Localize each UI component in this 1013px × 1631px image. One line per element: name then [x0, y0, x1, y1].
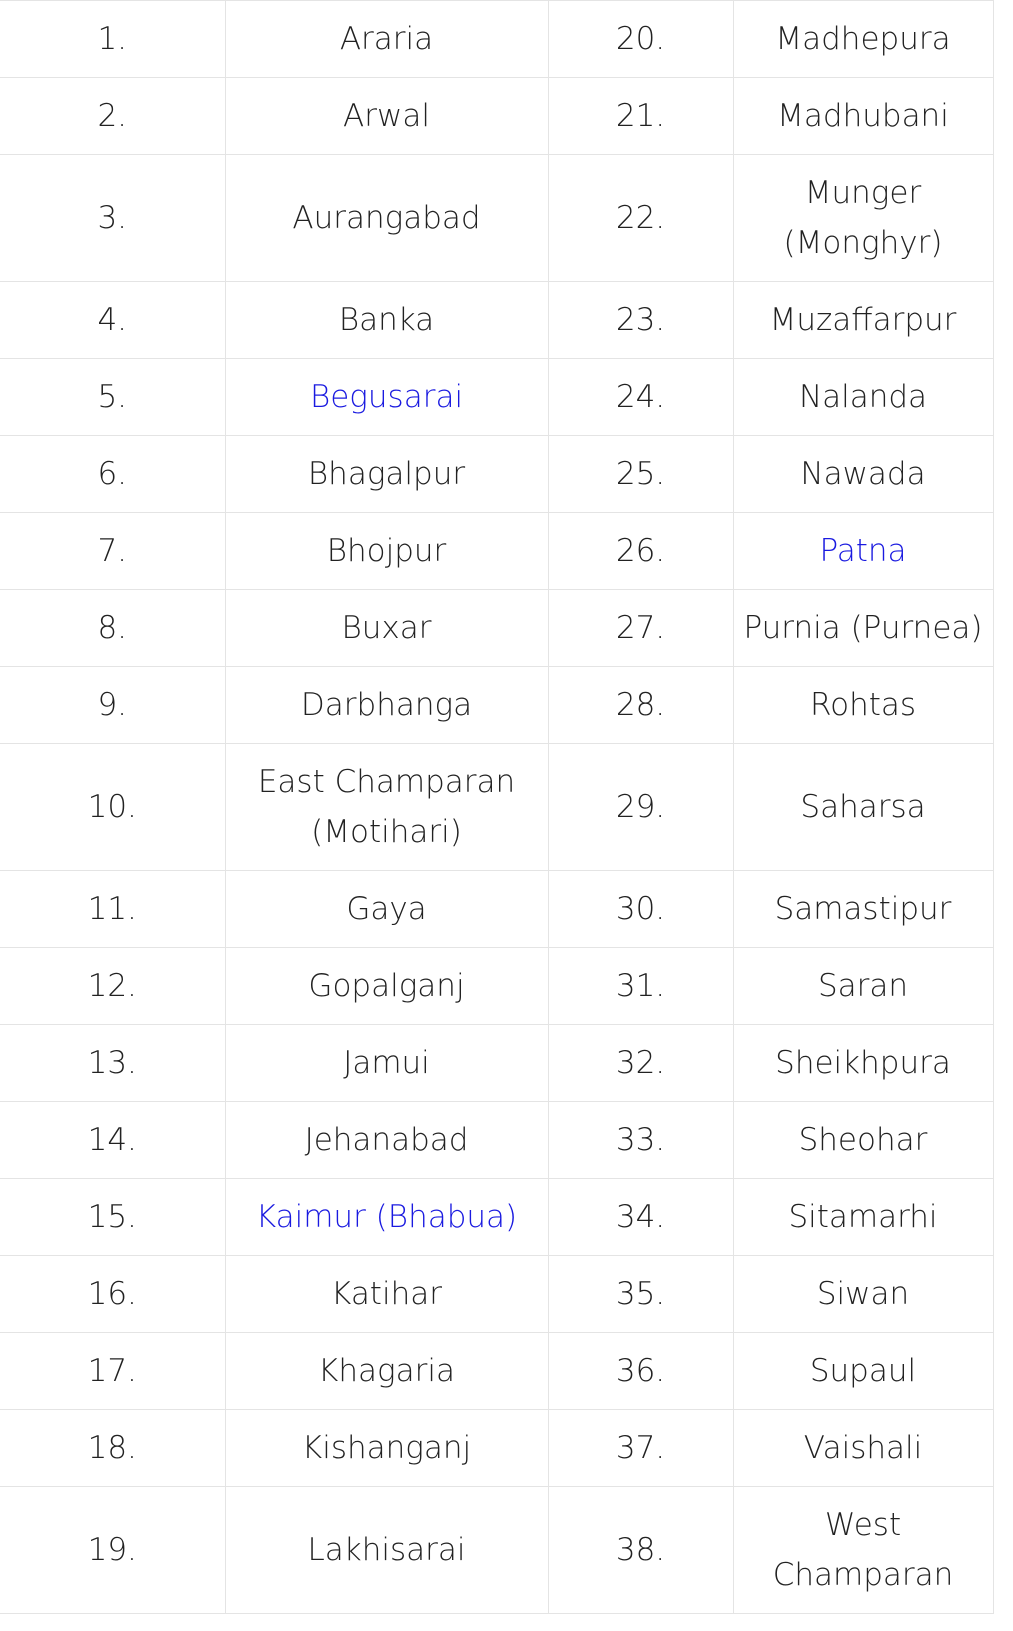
- district-name-left: Jehanabad: [304, 1122, 469, 1158]
- serial-number-left: 17.: [87, 1353, 137, 1389]
- district-name-left: Gaya: [346, 891, 427, 927]
- serial-number-right: 34.: [615, 1199, 666, 1235]
- district-name-left: Gopalganj: [308, 968, 465, 1004]
- serial-number-right: 30.: [615, 891, 666, 927]
- table-row: [0, 1333, 993, 1410]
- serial-number-left: 5.: [97, 379, 128, 415]
- serial-number-right: 22.: [615, 200, 666, 236]
- district-name-right-cell: [733, 1410, 993, 1487]
- district-name-left-cell: [225, 155, 548, 282]
- serial-number-left: 15.: [87, 1199, 137, 1235]
- district-name-left-cell: [225, 1179, 548, 1256]
- district-name-right-cell: [733, 1487, 993, 1614]
- district-name-left-cell: [225, 1410, 548, 1487]
- serial-number-right-cell: [548, 1102, 733, 1179]
- district-name-right-cell: [733, 590, 993, 667]
- district-name-right-cell: [733, 948, 993, 1025]
- district-link[interactable]: Kaimur (Bhabua): [255, 1199, 518, 1235]
- serial-number-left: 1.: [97, 21, 128, 57]
- table-row: [0, 590, 993, 667]
- serial-number-right: 20.: [615, 21, 666, 57]
- district-name-right: Sheikhpura: [775, 1045, 951, 1081]
- district-name-left: East Champaran (Motihari): [257, 764, 516, 850]
- district-name-right-cell: [733, 667, 993, 744]
- district-name-right-cell: [733, 1, 993, 78]
- table-row: [0, 155, 993, 282]
- serial-number-right-cell: [548, 590, 733, 667]
- district-name-left-cell: [225, 1102, 548, 1179]
- district-name-right: Siwan: [816, 1276, 910, 1312]
- district-name-left-cell: [225, 513, 548, 590]
- table-row: [0, 513, 993, 590]
- district-name-right: Purnia (Purnea): [743, 610, 983, 646]
- serial-number-left: 12.: [87, 968, 137, 1004]
- serial-number-left: 2.: [97, 98, 128, 134]
- table-row: [0, 667, 993, 744]
- table-row: [0, 1410, 993, 1487]
- district-name-left: Bhagalpur: [307, 456, 466, 492]
- serial-number-right: 37.: [615, 1430, 666, 1466]
- district-name-right: Sheohar: [798, 1122, 928, 1158]
- district-name-left-cell: [225, 1025, 548, 1102]
- district-name-left-cell: [225, 1, 548, 78]
- serial-number-left-cell: [0, 1, 225, 78]
- district-name-right: Rohtas: [809, 687, 917, 723]
- table-row: [0, 744, 993, 871]
- district-name-left: Lakhisarai: [307, 1532, 466, 1568]
- table-row: [0, 1102, 993, 1179]
- district-name-left: Arwal: [343, 98, 430, 134]
- serial-number-left-cell: [0, 744, 225, 871]
- serial-number-left: 7.: [97, 533, 128, 569]
- district-name-left: Darbhanga: [300, 687, 473, 723]
- serial-number-right-cell: [548, 1025, 733, 1102]
- district-name-left: Bhojpur: [326, 533, 447, 569]
- serial-number-right-cell: [548, 1179, 733, 1256]
- district-name-left-cell: [225, 667, 548, 744]
- district-name-left-cell: [225, 871, 548, 948]
- serial-number-left-cell: [0, 948, 225, 1025]
- district-name-right: Saran: [817, 968, 909, 1004]
- table-row: [0, 1487, 993, 1614]
- serial-number-left-cell: [0, 1025, 225, 1102]
- serial-number-left: 14.: [87, 1122, 137, 1158]
- district-name-right: Samastipur: [774, 891, 952, 927]
- district-name-right: Madhubani: [777, 98, 949, 134]
- serial-number-right: 23.: [615, 302, 666, 338]
- district-name-left-cell: [225, 1333, 548, 1410]
- district-name-left-cell: [225, 359, 548, 436]
- serial-number-right: 24.: [615, 379, 666, 415]
- table-row: [0, 282, 993, 359]
- table-row: [0, 359, 993, 436]
- district-name-right: Muzaffarpur: [769, 302, 957, 338]
- serial-number-left-cell: [0, 667, 225, 744]
- serial-number-left-cell: [0, 871, 225, 948]
- district-name-right: Nawada: [800, 456, 926, 492]
- serial-number-right: 27.: [615, 610, 666, 646]
- serial-number-left-cell: [0, 590, 225, 667]
- serial-number-right-cell: [548, 1, 733, 78]
- serial-number-right: 21.: [615, 98, 666, 134]
- table-row: [0, 1179, 993, 1256]
- serial-number-left-cell: [0, 1179, 225, 1256]
- district-name-left-cell: [225, 948, 548, 1025]
- serial-number-right: 31.: [615, 968, 666, 1004]
- serial-number-right-cell: [548, 282, 733, 359]
- serial-number-right: 33.: [615, 1122, 666, 1158]
- table-row: [0, 436, 993, 513]
- district-name-right-cell: [733, 1025, 993, 1102]
- serial-number-right-cell: [548, 871, 733, 948]
- district-name-right-cell: [733, 871, 993, 948]
- serial-number-left: 13.: [87, 1045, 137, 1081]
- serial-number-left-cell: [0, 1256, 225, 1333]
- table-row: [0, 1025, 993, 1102]
- serial-number-left-cell: [0, 1102, 225, 1179]
- district-name-right: Munger (Monghyr): [783, 175, 943, 261]
- district-name-left-cell: [225, 590, 548, 667]
- district-name-left: Katihar: [331, 1276, 442, 1312]
- serial-number-right-cell: [548, 1487, 733, 1614]
- serial-number-left: 19.: [87, 1532, 137, 1568]
- district-name-right-cell: [733, 744, 993, 871]
- district-name-right-cell: [733, 1333, 993, 1410]
- serial-number-right-cell: [548, 744, 733, 871]
- district-name-right: Vaishali: [803, 1430, 923, 1466]
- district-name-left-cell: [225, 282, 548, 359]
- district-name-left: Buxar: [341, 610, 432, 646]
- district-name-right-cell: [733, 1179, 993, 1256]
- serial-number-right: 28.: [615, 687, 666, 723]
- district-name-right-cell: [733, 359, 993, 436]
- district-name-right-cell: [733, 282, 993, 359]
- serial-number-left: 8.: [97, 610, 128, 646]
- serial-number-right-cell: [548, 667, 733, 744]
- district-name-left-cell: [225, 436, 548, 513]
- serial-number-right-cell: [548, 155, 733, 282]
- district-link[interactable]: Begusarai: [309, 379, 464, 415]
- serial-number-right: 36.: [615, 1353, 666, 1389]
- districts-table-body: [0, 1, 993, 1614]
- district-name-right-cell: [733, 436, 993, 513]
- serial-number-right: 38.: [615, 1532, 666, 1568]
- district-name-right-cell: [733, 155, 993, 282]
- serial-number-left: 6.: [97, 456, 128, 492]
- serial-number-right: 25.: [615, 456, 666, 492]
- serial-number-left: 9.: [97, 687, 128, 723]
- serial-number-left: 18.: [87, 1430, 137, 1466]
- district-name-left-cell: [225, 1256, 548, 1333]
- district-name-right-cell: [733, 513, 993, 590]
- district-name-left: Khagaria: [318, 1353, 455, 1389]
- district-name-right: Madhepura: [775, 21, 951, 57]
- serial-number-left: 10.: [87, 789, 137, 825]
- table-row: [0, 1, 993, 78]
- serial-number-right-cell: [548, 359, 733, 436]
- table-row: [0, 78, 993, 155]
- district-name-left-cell: [225, 744, 548, 871]
- serial-number-left: 3.: [97, 200, 128, 236]
- serial-number-left-cell: [0, 78, 225, 155]
- serial-number-left-cell: [0, 1410, 225, 1487]
- district-name-left: Araria: [339, 21, 434, 57]
- serial-number-left-cell: [0, 513, 225, 590]
- table-row: [0, 948, 993, 1025]
- table-row: [0, 1256, 993, 1333]
- district-name-right-cell: [733, 1102, 993, 1179]
- serial-number-right-cell: [548, 436, 733, 513]
- serial-number-right: 35.: [615, 1276, 666, 1312]
- serial-number-left-cell: [0, 359, 225, 436]
- serial-number-left: 16.: [87, 1276, 137, 1312]
- serial-number-right: 32.: [615, 1045, 666, 1081]
- district-name-left: Kishanganj: [301, 1430, 472, 1466]
- serial-number-right-cell: [548, 948, 733, 1025]
- serial-number-left: 11.: [87, 891, 137, 927]
- district-name-right: Sitamarhi: [788, 1199, 938, 1235]
- district-link[interactable]: Patna: [819, 533, 907, 569]
- serial-number-right: 26.: [615, 533, 666, 569]
- district-name-left-cell: [225, 1487, 548, 1614]
- serial-number-left-cell: [0, 436, 225, 513]
- serial-number-right: 29.: [615, 789, 666, 825]
- district-name-left: Banka: [338, 302, 435, 338]
- serial-number-right-cell: [548, 513, 733, 590]
- serial-number-right-cell: [548, 1333, 733, 1410]
- serial-number-right-cell: [548, 1410, 733, 1487]
- serial-number-left-cell: [0, 155, 225, 282]
- serial-number-left-cell: [0, 1487, 225, 1614]
- table-row: [0, 871, 993, 948]
- district-name-left-cell: [225, 78, 548, 155]
- district-name-right-cell: [733, 78, 993, 155]
- district-name-left: Jamui: [343, 1045, 430, 1081]
- district-name-left: Aurangabad: [292, 200, 481, 236]
- serial-number-left-cell: [0, 282, 225, 359]
- serial-number-left-cell: [0, 1333, 225, 1410]
- serial-number-left: 4.: [97, 302, 128, 338]
- district-name-right: Saharsa: [800, 789, 926, 825]
- district-name-right: Supaul: [809, 1353, 917, 1389]
- district-name-right: Nalanda: [798, 379, 928, 415]
- serial-number-right-cell: [548, 78, 733, 155]
- serial-number-right-cell: [548, 1256, 733, 1333]
- district-name-right: West Champaran: [772, 1507, 954, 1593]
- district-name-right-cell: [733, 1256, 993, 1333]
